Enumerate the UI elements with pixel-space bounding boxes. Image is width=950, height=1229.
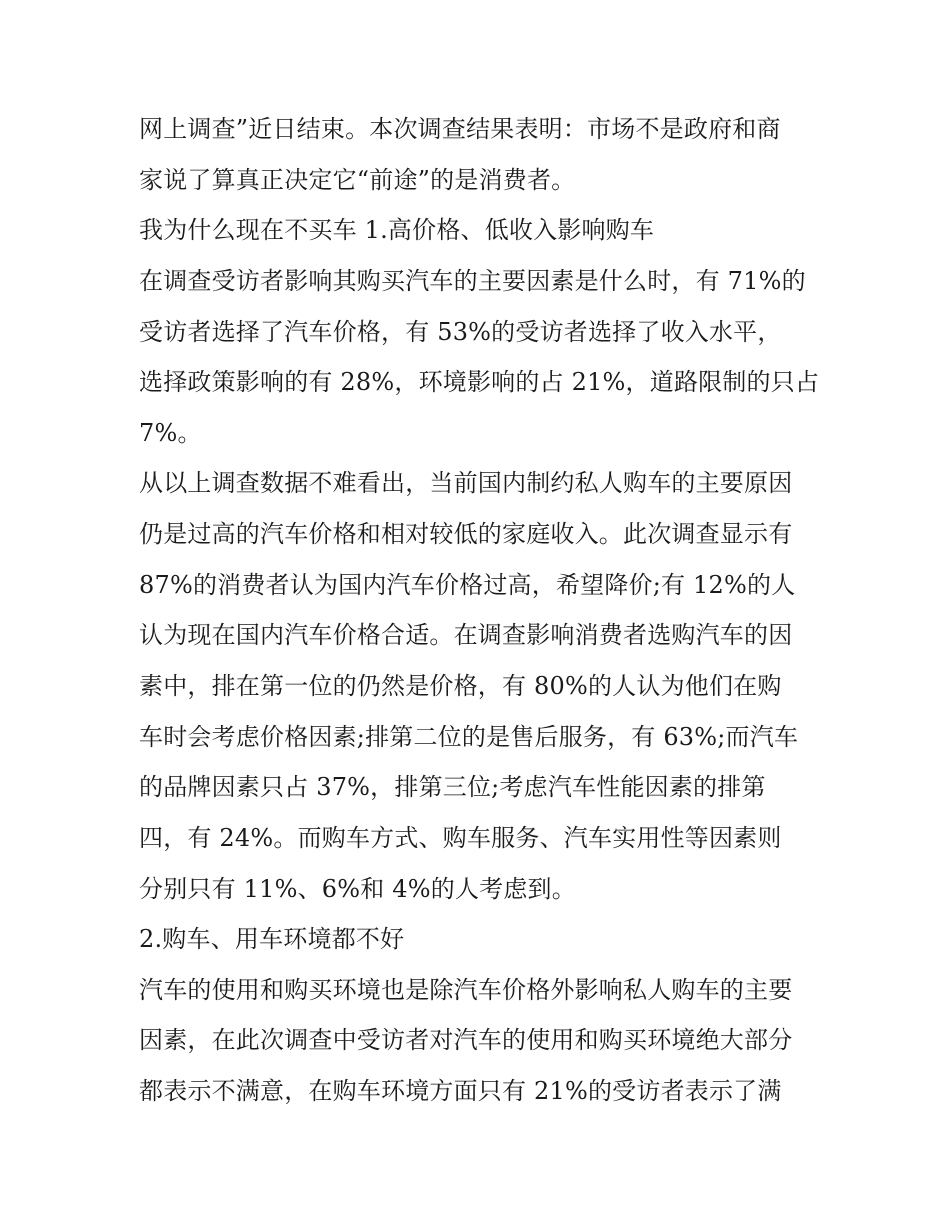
text-line: 我为什么现在不买车 1.高价格、低收入影响购车 (139, 216, 655, 244)
text-line: 四，有 24%。而购车方式、购车服务、汽车实用性等因素则 (139, 824, 782, 852)
text-line: 认为现在国内汽车价格合适。在调查影响消费者选购汽车的因 (139, 621, 793, 649)
text-line: 网上调查”近日结束。本次调查结果表明：市场不是政府和商 (139, 115, 781, 143)
text-line: 受访者选择了汽车价格，有 53%的受访者选择了收入水平， (139, 318, 782, 346)
text-line: 车时会考虑价格因素;排第二位的是售后服务，有 63%;而汽车 (139, 723, 799, 751)
text-line: 仍是过高的汽车价格和相对较低的家庭收入。此次调查显示有 (139, 520, 793, 548)
text-line: 2.购车、用车环境都不好 (139, 925, 405, 953)
text-line: 都表示不满意，在购车环境方面只有 21%的受访者表示了满 (139, 1077, 782, 1105)
text-line: 素中，排在第一位的仍然是价格，有 80%的人认为他们在购 (139, 672, 782, 700)
text-line: 选择政策影响的有 28%，环境影响的占 21%，道路限制的只占 (139, 368, 820, 396)
text-line: 7%。 (139, 419, 202, 447)
text-line: 87%的消费者认为国内汽车价格过高，希望降价;有 12%的人 (139, 571, 796, 599)
text-line: 汽车的使用和购买环境也是除汽车价格外影响私人购车的主要 (139, 976, 793, 1004)
text-line: 的品牌因素只占 37%，排第三位;考虑汽车性能因素的排第 (139, 773, 766, 801)
text-line: 因素，在此次调查中受访者对汽车的使用和购买环境绝大部分 (139, 1026, 793, 1054)
text-line: 家说了算真正决定它“前途”的是消费者。 (139, 166, 576, 194)
text-line: 分别只有 11%、6%和 4%的人考虑到。 (139, 875, 576, 903)
text-line: 从以上调查数据不难看出，当前国内制约私人购车的主要原因 (139, 469, 793, 497)
text-line: 在调查受访者影响其购买汽车的主要因素是什么时，有 71%的 (139, 267, 806, 295)
